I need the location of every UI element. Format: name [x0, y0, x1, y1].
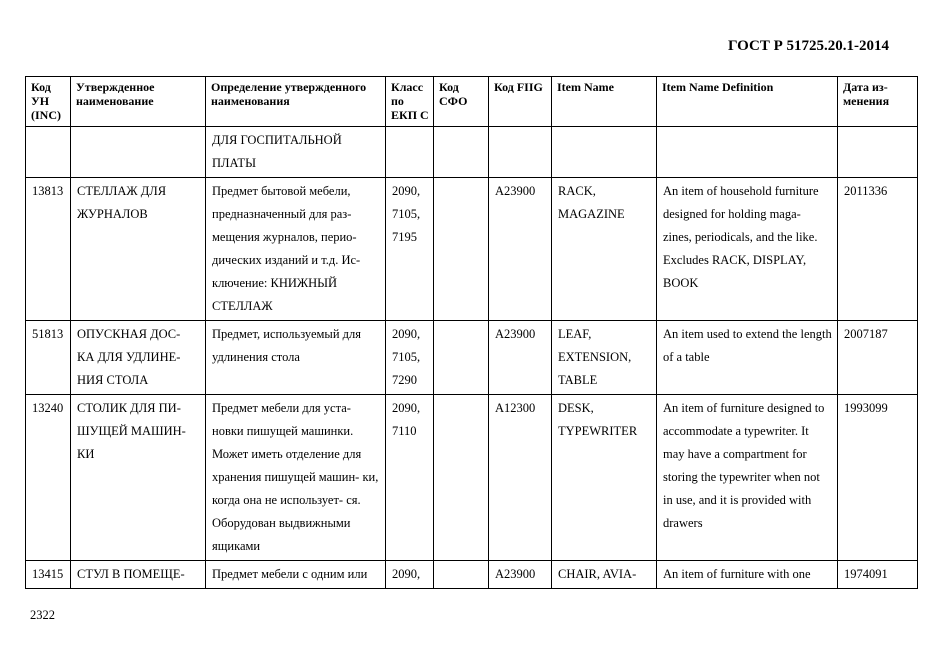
- cell-class: 2090,: [386, 561, 434, 589]
- cell-date: [838, 127, 918, 178]
- cell-fiig: A12300: [489, 395, 552, 561]
- cell-item-def: An item used to extend the length of a table: [657, 321, 838, 395]
- cell-definition: ДЛЯ ГОСПИТАЛЬНОЙ ПЛАТЫ: [206, 127, 386, 178]
- cell-sfo: [434, 561, 489, 589]
- cell-inc: 13240: [26, 395, 71, 561]
- table-row: [26, 561, 918, 589]
- cell-definition: Предмет, используемый для удлинения стола: [206, 321, 386, 395]
- cell-name: [71, 127, 206, 178]
- cell-name: СТУЛ В ПОМЕЩЕ-: [71, 561, 206, 589]
- cell-definition: Предмет бытовой мебели, предназначенный для раз- мещения журналов, перио- дических изданий и т.д. Ис- ключение: КНИЖНЫЙ СТЕЛЛАЖ: [206, 178, 386, 321]
- table-row: [26, 127, 918, 178]
- cell-fiig: [489, 127, 552, 178]
- cell-name: ОПУСКНАЯ ДОС- КА ДЛЯ УДЛИНЕ- НИЯ СТОЛА: [71, 321, 206, 395]
- cell-name: СТЕЛЛАЖ ДЛЯ ЖУРНАЛОВ: [71, 178, 206, 321]
- cell-item-name: LEAF, EXTENSION, TABLE: [552, 321, 657, 395]
- cell-item-name: CHAIR, AVIA-: [552, 561, 657, 589]
- page-number: 2322: [30, 608, 55, 622]
- cell-sfo: [434, 127, 489, 178]
- cell-inc: 13415: [26, 561, 71, 589]
- table-row: [26, 321, 918, 395]
- col-item-name: Item Name: [552, 77, 657, 127]
- standard-code: ГОСТ Р 51725.20.1-2014: [727, 38, 889, 54]
- table-header-row: [26, 77, 918, 127]
- col-approved-name: Утвержденное наименование: [71, 77, 206, 127]
- cell-inc: 13813: [26, 178, 71, 321]
- col-sfo: Код СФО: [434, 77, 489, 127]
- cell-item-def: An item of furniture designed to accommodate a typewriter. It may have a compartment for storing the typewriter when not in use, and it is provided with drawers: [657, 395, 838, 561]
- col-class: Класс по ЕКП С: [386, 77, 434, 127]
- cell-class: 2090, 7110: [386, 395, 434, 561]
- cell-sfo: [434, 321, 489, 395]
- cell-date: 2007187: [838, 321, 918, 395]
- table-row: [26, 395, 918, 561]
- items-table: [25, 76, 918, 589]
- cell-definition: Предмет мебели с одним или: [206, 561, 386, 589]
- cell-fiig: A23900: [489, 321, 552, 395]
- col-fiig: Код FIIG: [489, 77, 552, 127]
- cell-definition: Предмет мебели для уста- новки пишущей машинки. Может иметь отделение для хранения пишущей машин- ки, когда она не использует- ся. Оборудован выдвижными ящиками: [206, 395, 386, 561]
- cell-name: СТОЛИК ДЛЯ ПИ- ШУЩЕЙ МАШИН- КИ: [71, 395, 206, 561]
- cell-item-def: An item of household furniture designed for holding maga- zines, periodicals, and the like. Excludes RACK, DISPLAY, BOOK: [657, 178, 838, 321]
- cell-date: 1974091: [838, 561, 918, 589]
- cell-sfo: [434, 395, 489, 561]
- table-row: [26, 178, 918, 321]
- cell-inc: [26, 127, 71, 178]
- cell-item-name: DESK, TYPEWRITER: [552, 395, 657, 561]
- cell-date: 1993099: [838, 395, 918, 561]
- cell-item-name: [552, 127, 657, 178]
- cell-fiig: A23900: [489, 561, 552, 589]
- cell-class: 2090, 7105, 7290: [386, 321, 434, 395]
- cell-item-def: An item of furniture with one: [657, 561, 838, 589]
- cell-class: [386, 127, 434, 178]
- col-inc: Код УН (INC): [26, 77, 71, 127]
- cell-item-def: [657, 127, 838, 178]
- cell-item-name: RACK, MAGAZINE: [552, 178, 657, 321]
- cell-inc: 51813: [26, 321, 71, 395]
- cell-fiig: A23900: [489, 178, 552, 321]
- cell-sfo: [434, 178, 489, 321]
- col-change-date: Дата из- менения: [838, 77, 918, 127]
- cell-class: 2090, 7105, 7195: [386, 178, 434, 321]
- col-item-name-definition: Item Name Definition: [657, 77, 838, 127]
- col-definition: Определение утвержденного наименования: [206, 77, 386, 127]
- cell-date: 2011336: [838, 178, 918, 321]
